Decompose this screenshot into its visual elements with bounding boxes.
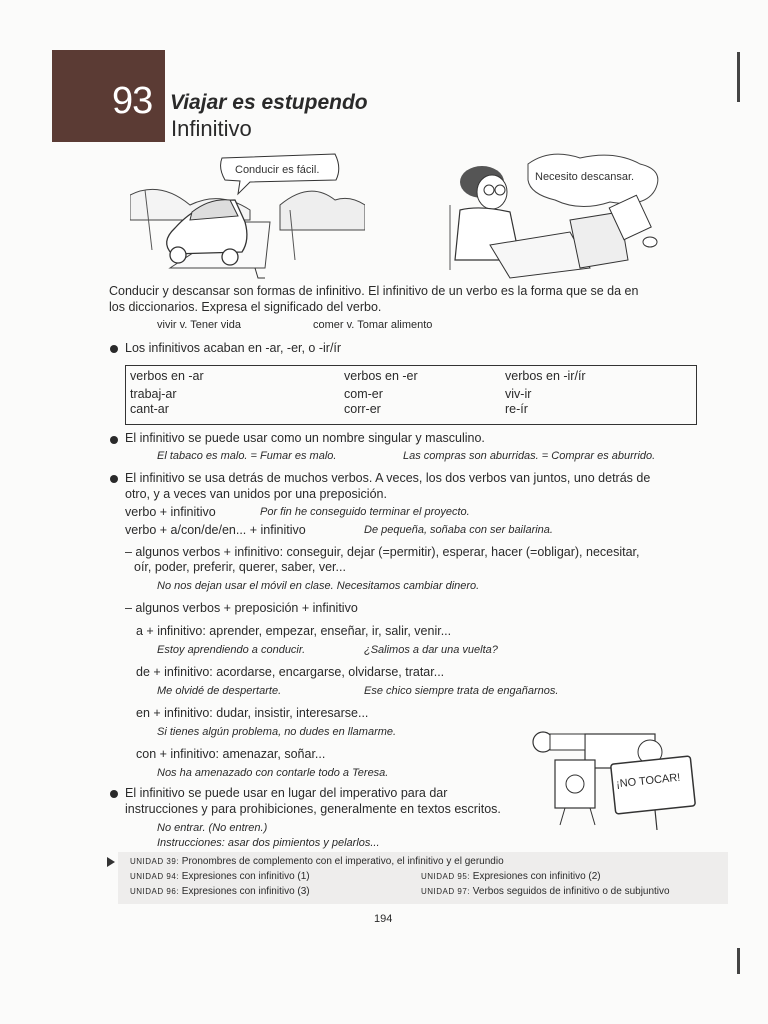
reference-item[interactable]: UNIDAD 39: Pronombres de complemento con el imperativo, el infinitivo y el gerundio (130, 856, 504, 867)
table-header: verbos en -ar (130, 369, 204, 383)
rule-verb-prep-infinitive-example: De pequeña, soñaba con ser bailarina. (364, 524, 553, 536)
table-cell: com-er (344, 387, 383, 401)
section4-example-1: No entrar. (No entren.) (157, 822, 268, 834)
section3-line-1: El infinitivo se usa detrás de muchos verbos. A veces, los dos verbos van juntos, uno detrás de (125, 471, 651, 485)
table-header: verbos en -er (344, 369, 418, 383)
reference-arrow-icon (107, 857, 115, 867)
a-example-1: Estoy aprendiendo a conducir. (157, 644, 306, 656)
table-cell: cant-ar (130, 402, 169, 416)
section3-line-2: otro, y a veces van unidos por una preposición. (125, 487, 387, 501)
list1-line-1: – algunos verbos + infinitivo: conseguir, dejar (=permitir), esperar, hacer (=obligar), necesitar, (125, 545, 640, 559)
reference-item[interactable]: UNIDAD 97: Verbos seguidos de infinitivo o de subjuntivo (421, 886, 670, 897)
a-example-2: ¿Salimos a dar una vuelta? (364, 644, 498, 656)
bullet (110, 345, 118, 353)
reference-item[interactable]: UNIDAD 95: Expresiones con infinitivo (2) (421, 871, 601, 882)
rule-verb-infinitive: verbo + infinitivo (125, 505, 216, 519)
section4-example-2: Instrucciones: asar dos pimientos y pelarlos... (157, 837, 380, 849)
de-example-2: Ese chico siempre trata de engañarnos. (364, 685, 559, 697)
page-edge-mark (737, 948, 740, 974)
page-number: 194 (374, 913, 393, 925)
section2-text: El infinitivo se puede usar como un nombre singular y masculino. (125, 431, 485, 445)
car-bubble-text: Conducir es fácil. (235, 164, 320, 176)
de-rule: de + infinitivo: acordarse, encargarse, olvidarse, tratar... (136, 665, 445, 679)
list2-heading: – algunos verbos + preposición + infinitivo (125, 601, 358, 615)
section4-line-2: instrucciones y para prohibiciones, generalmente en textos escritos. (125, 802, 501, 816)
en-example: Si tienes algún problema, no dudes en llamarme. (157, 726, 397, 738)
section4-line-1: El infinitivo se puede usar en lugar del imperativo para dar (125, 786, 448, 800)
no-tocar-sign: ¡NO TOCAR! (615, 771, 681, 791)
section1-text: Los infinitivos acaban en -ar, -er, o -ir/ír (125, 341, 342, 355)
con-example: Nos ha amenazado con contarle todo a Teresa. (157, 767, 389, 779)
bullet (110, 790, 118, 798)
table-cell: trabaj-ar (130, 387, 177, 401)
a-rule: a + infinitivo: aprender, empezar, enseñar, ir, salir, venir... (136, 624, 452, 638)
unit-title: Viajar es estupendo (170, 91, 368, 114)
table-cell: viv-ir (505, 387, 532, 401)
intro-example-1: vivir v. Tener vida (157, 319, 241, 331)
table-header: verbos en -ir/ír (505, 369, 586, 383)
table-cell: re-ír (505, 402, 528, 416)
car-illustration (130, 150, 365, 280)
rule-verb-infinitive-example: Por fin he conseguido terminar el proyecto. (260, 506, 470, 518)
list1-example: No nos dejan usar el móvil en clase. Necesitamos cambiar dinero. (157, 580, 480, 592)
reference-item[interactable]: UNIDAD 96: Expresiones con infinitivo (3) (130, 886, 310, 897)
intro-line-1: Conducir y descansar son formas de infinitivo. El infinitivo de un verbo es la forma que se da en (109, 284, 639, 298)
table-cell: corr-er (344, 402, 381, 416)
woman-bubble-text: Necesito descansar. (535, 171, 635, 183)
unit-number: 93 (112, 80, 153, 122)
machine-illustration (525, 720, 710, 830)
section2-example-2: Las compras son aburridas. = Comprar es aburrido. (403, 450, 656, 462)
unit-subtitle: Infinitivo (171, 116, 252, 141)
reference-item[interactable]: UNIDAD 94: Expresiones con infinitivo (1) (130, 871, 310, 882)
bullet (110, 436, 118, 444)
list1-line-2: oír, poder, preferir, querer, saber, ver... (134, 560, 346, 574)
rule-verb-prep-infinitive: verbo + a/con/de/en... + infinitivo (125, 523, 306, 537)
section2-example-1: El tabaco es malo. = Fumar es malo. (157, 450, 337, 462)
verb-endings-table (125, 365, 697, 425)
de-example-1: Me olvidé de despertarte. (157, 685, 282, 697)
intro-example-2: comer v. Tomar alimento (313, 319, 433, 331)
page-edge-mark (737, 52, 740, 102)
woman-illustration (440, 150, 680, 280)
en-rule: en + infinitivo: dudar, insistir, interesarse... (136, 706, 369, 720)
con-rule: con + infinitivo: amenazar, soñar... (136, 747, 326, 761)
bullet (110, 475, 118, 483)
intro-line-2: los diccionarios. Expresa el significado del verbo. (109, 300, 382, 314)
